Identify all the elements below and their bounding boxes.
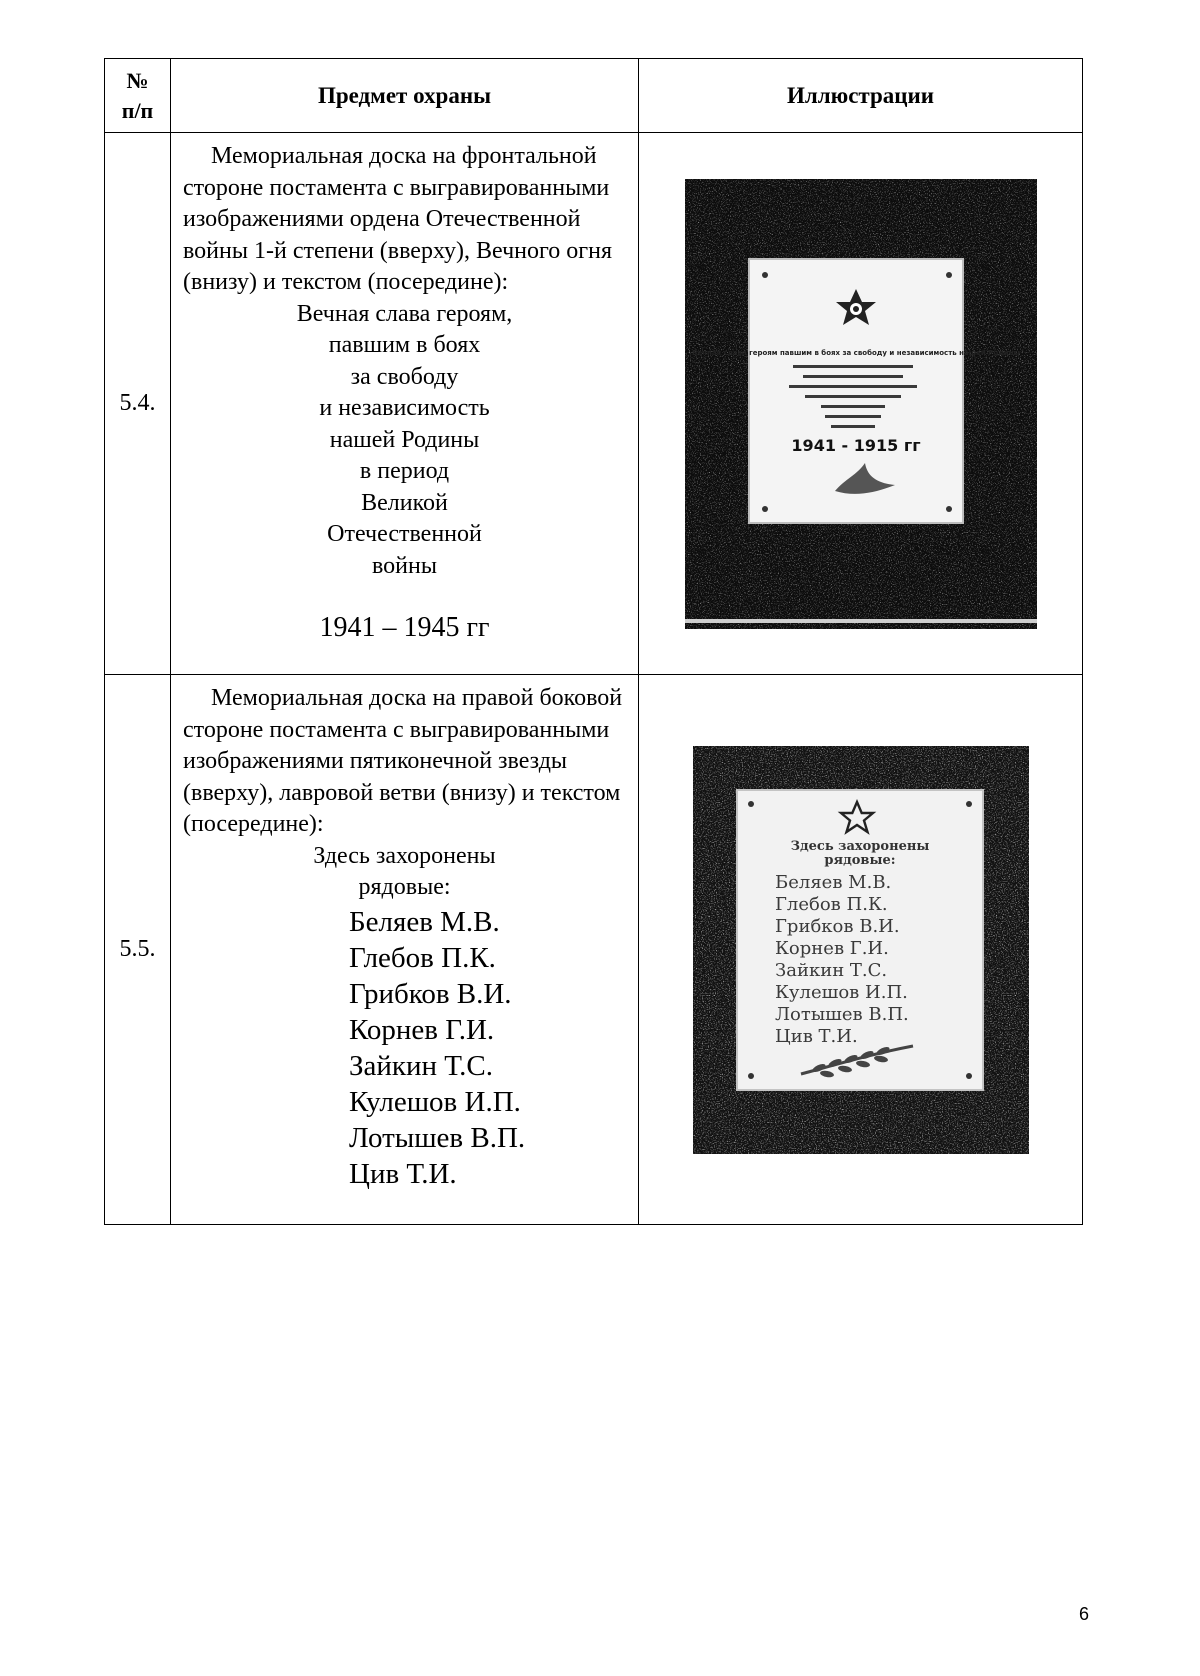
header-num-line2: п/п <box>121 97 154 123</box>
table-header-row <box>105 59 1083 133</box>
list-item: Глебов П.К. <box>349 941 496 974</box>
plaque-photo-side <box>693 746 1029 1154</box>
subject-cell <box>171 675 639 1225</box>
plaque-photo-front <box>685 179 1037 629</box>
plaque-name: Беляев М.В. <box>774 871 891 893</box>
plaque-name: Кулешов И.П. <box>774 981 908 1003</box>
subject-cell <box>171 133 639 675</box>
plaque-header-line: Здесь захоронены <box>790 838 929 854</box>
plaque-name: Лотышев В.П. <box>774 1003 909 1025</box>
list-item: Зайкин Т.С. <box>349 1049 493 1082</box>
inscription-line: Великой <box>361 489 448 516</box>
row-number: 5.4. <box>105 133 171 675</box>
list-item: Кулешов И.П. <box>349 1085 521 1118</box>
page-number: 6 <box>1079 1604 1090 1624</box>
table-row <box>105 133 1083 675</box>
illustration-cell <box>639 133 1083 675</box>
inscription-line: рядовые: <box>358 874 451 900</box>
list-item: Лотышев В.П. <box>349 1121 526 1154</box>
plaque-name: Зайкин Т.С. <box>774 959 887 981</box>
plaque-name: Глебов П.К. <box>774 893 888 915</box>
protection-table <box>104 58 1083 1225</box>
header-num-line1: № <box>126 67 149 93</box>
inscription-line: войны <box>372 552 437 579</box>
inscription-line: Здесь захоронены <box>313 842 496 869</box>
inscription-block <box>183 841 626 1192</box>
subject-description: Мемориальная доска на фронтальной стороне постамента с выгравированными изображениями ордена Отечественной войны 1-й степени (вверху), Вечного огня (внизу) и текстом (посередине): <box>183 143 612 295</box>
header-illustrations: Иллюстрации <box>639 59 1083 133</box>
inscription-line: в период <box>359 458 450 484</box>
list-item: Беляев М.В. <box>349 905 500 938</box>
plaque-name: Грибков В.И. <box>774 915 900 937</box>
table-row <box>105 675 1083 1225</box>
row-number: 5.5. <box>105 675 171 1225</box>
inscription-block <box>183 299 626 647</box>
header-num <box>105 59 171 133</box>
plaque-name: Корнев Г.И. <box>774 937 889 959</box>
inscription-line: и независимость <box>319 395 490 421</box>
inscription-line: за свободу <box>350 363 459 390</box>
inscription-line: Отечественной <box>327 521 482 547</box>
inscription-years: 1941 – 1945 гг <box>319 612 490 643</box>
list-item: Корнев Г.И. <box>349 1013 495 1046</box>
illustration-cell <box>639 675 1083 1225</box>
list-item: Грибков В.И. <box>349 977 512 1010</box>
plaque-header-line: рядовые: <box>823 852 896 868</box>
list-item: Цив Т.И. <box>349 1157 457 1190</box>
header-subject: Предмет охраны <box>171 59 639 133</box>
plaque-years: 1941 - 1915 гг <box>790 435 921 455</box>
plaque-slab <box>737 790 983 1090</box>
plaque-name: Цив Т.И. <box>774 1025 858 1047</box>
inscription-line: павшим в боях <box>328 332 481 358</box>
plaque-inscription-text: Вечная слава героям павшим в боях за свободу и независимость нашей Родины <box>691 348 1020 357</box>
buried-names-list <box>183 904 626 1192</box>
inscription-line: нашей Родины <box>329 426 480 453</box>
inscription-line: Вечная слава героям, <box>296 300 513 327</box>
subject-description: Мемориальная доска на правой боковой стороне постамента с выгравированными изображениями пятиконечной звезды (вверху), лавровой ветви (внизу) и текстом (посередине): <box>183 685 623 837</box>
